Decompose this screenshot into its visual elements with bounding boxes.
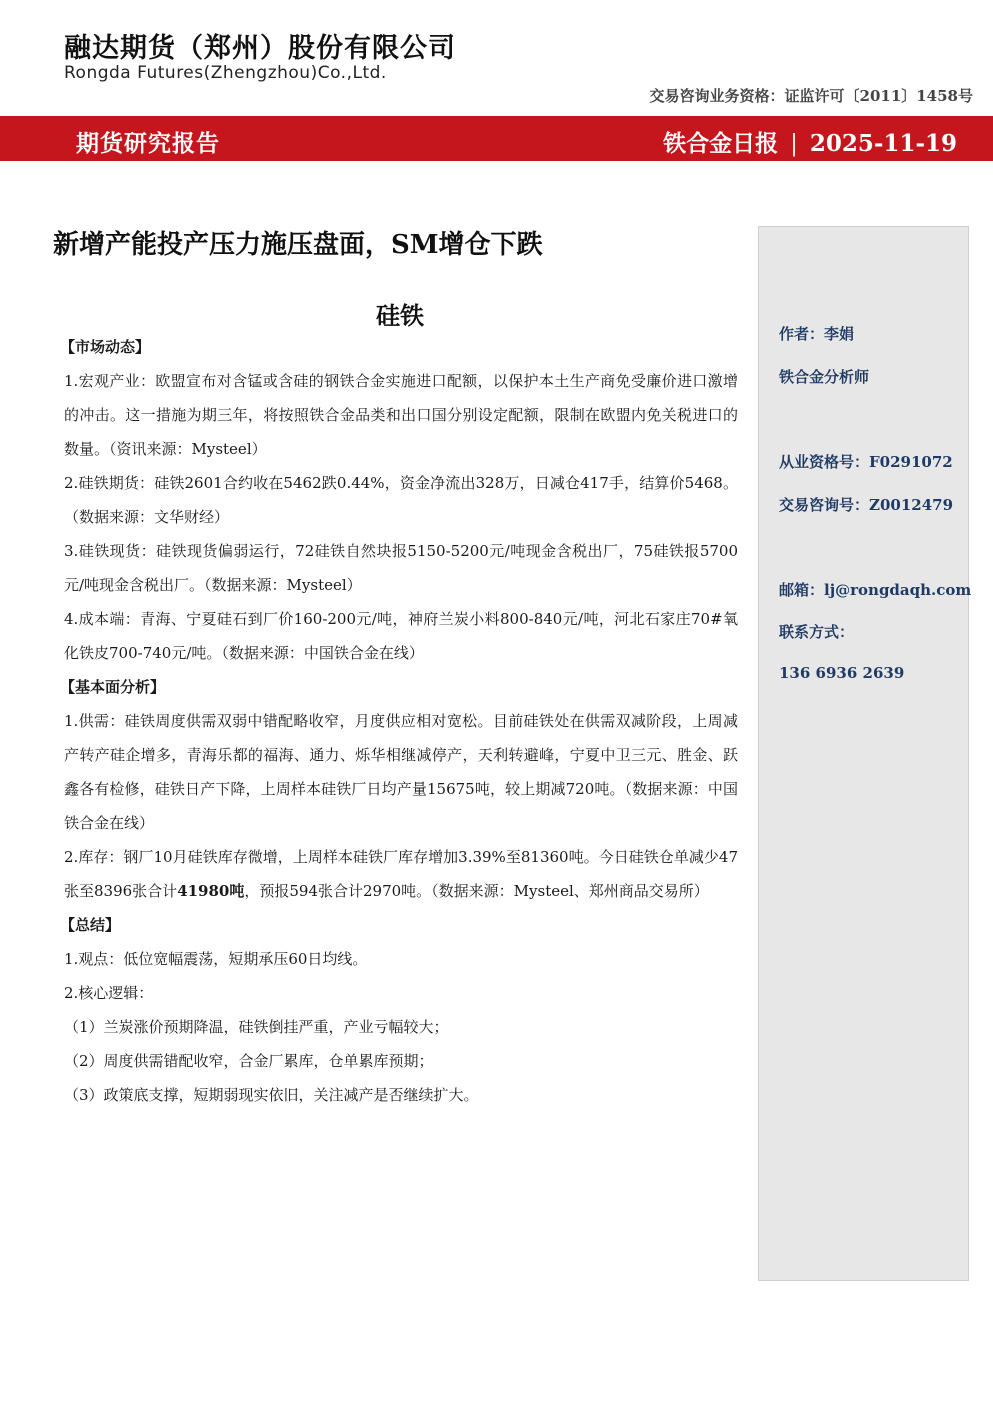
fundamental-inventory: [64, 840, 738, 908]
report-banner: [0, 116, 993, 161]
author-role: 铁合金分析师: [779, 368, 870, 386]
summary-logic-1: （1）兰炭涨价预期降温，硅铁倒挂严重，产业亏幅较大；: [64, 1018, 449, 1036]
company-name-en: Rongda Futures(Zhengzhou)Co.,Ltd.: [64, 63, 387, 83]
inventory-highlight: 41980吨: [177, 882, 245, 900]
summary-logic-label: 2.核心逻辑：: [64, 984, 154, 1002]
consult-number: 交易咨询号：Z0012479: [779, 496, 954, 514]
qualification-number: 从业资格号：F0291072: [779, 453, 953, 471]
market-heading: 【市场动态】: [60, 338, 151, 356]
contact-phone: 136 6936 2639: [779, 664, 905, 682]
author-name: 作者：李娟: [779, 325, 855, 343]
market-item-cost: 4.成本端：青海、宁夏硅石到厂价160-200元/吨，神府兰炭小料800-840元/吨，河北石家庄70#氧化铁皮700-740元/吨。（数据来源：中国铁合金在线）: [64, 610, 738, 662]
market-item-futures: 2.硅铁期货：硅铁2601合约收在5462跌0.44%，资金净流出328万，日减仓417手，结算价5468。（数据来源：文华财经）: [64, 474, 738, 526]
headline: 新增产能投产压力施压盘面，SM增仓下跌: [53, 230, 543, 260]
section-title: 硅铁: [376, 301, 424, 330]
license-info: 交易咨询业务资格：证监许可〔2011〕1458号: [649, 87, 973, 105]
fundamental-heading: 【基本面分析】: [60, 678, 166, 696]
company-name-cn: 融达期货（郑州）股份有限公司: [64, 33, 456, 64]
contact-label: 联系方式：: [779, 623, 855, 641]
report-type-date: [663, 125, 957, 158]
author-sidebar: [758, 226, 972, 1281]
market-item-macro: 1.宏观产业：欧盟宣布对含锰或含硅的钢铁合金实施进口配额，以保护本土生产商免受廉价进口激增的冲击。这一措施为期三年，将按照铁合金品类和出口国分别设定配额，限制在欧盟内免关税进口的数量。（资讯来源：Mysteel）: [64, 372, 738, 458]
fundamental-supply-demand: 1.供需：硅铁周度供需双弱中错配略收窄，月度供应相对宽松。目前硅铁处在供需双减阶段，上周减产转产硅企增多，青海乐都的福海、通力、烁华相继减停产，天利转避峰，宁夏中卫三元、胜金、跃鑫各有检修，硅铁日产下降，上周样本硅铁厂日均产量15675吨，较上期减720吨。（数据来源：中国铁合金在线）: [64, 712, 738, 832]
summary-heading: 【总结】: [60, 916, 121, 934]
report-type: 铁合金日报: [663, 130, 779, 157]
summary-logic-3: （3）政策底支撑，短期弱现实依旧，关注减产是否继续扩大。: [64, 1086, 479, 1104]
inventory-text-b: ，预报594张合计2970吨。（数据来源：Mysteel、郑州商品交易所）: [244, 882, 709, 900]
inventory-text-a: 2.库存：钢厂10月硅铁库存微增，上周样本硅铁厂库存增加3.39%至81360吨。今日硅铁仓单减少47张至8396张合计: [64, 848, 738, 900]
report-category: 期货研究报告: [76, 131, 220, 157]
author-email[interactable]: 邮箱：lj@rongdaqh.com: [779, 581, 972, 599]
band-separator: |: [790, 131, 798, 157]
report-date: 2025-11-19: [809, 130, 957, 157]
market-item-spot: 3.硅铁现货：硅铁现货偏弱运行，72硅铁自然块报5150-5200元/吨现金含税出厂，75硅铁报5700元/吨现金含税出厂。（数据来源：Mysteel）: [64, 542, 738, 594]
summary-logic-2: （2）周度供需错配收窄，合金厂累库，仓单累库预期；: [64, 1052, 434, 1070]
summary-view: 1.观点：低位宽幅震荡，短期承压60日均线。: [64, 950, 368, 968]
report-body: [60, 330, 738, 1112]
